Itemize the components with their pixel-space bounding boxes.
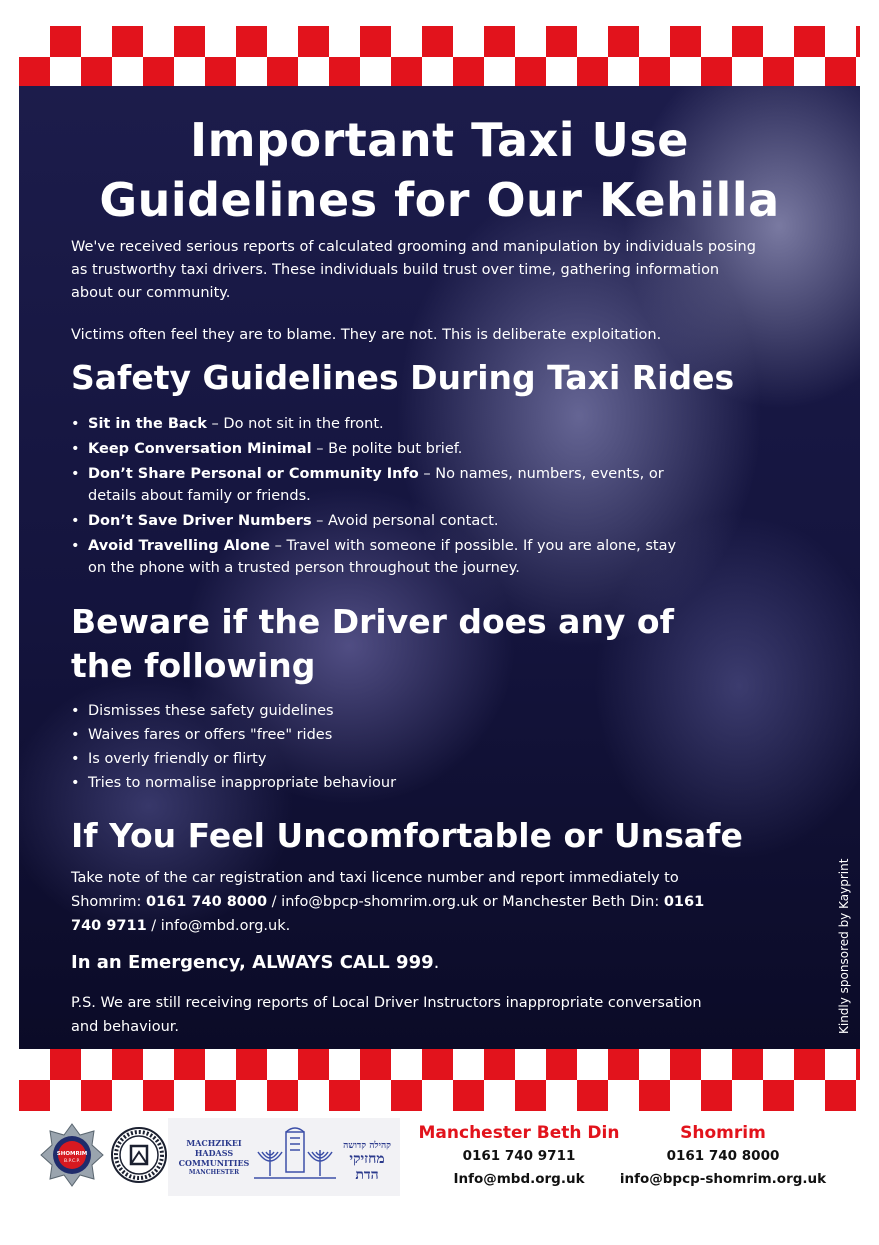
- shomrim-name: Shomrim: [680, 1123, 766, 1143]
- poster-panel: Important Taxi Use Guidelines for Our Kehilla We've received serious reports of calculated grooming and manipulation by individuals posing as trustworthy taxi drivers. These individuals build trust over time, gathering information about our community. Victims often feel they are to blame. They are not. This is deliberate exploitation. Safety Guidelines During Taxi Rides • Sit in the Back – Do not sit in the front. • Keep Conversation Minimal – Be polite but brief. • Don’t Share Personal or Community Info – No names, numbers, events, or details about family or friends. • Don’t Save Driver Numbers – Avoid personal contact. • Avoid Travelling Alone – Travel with someone if possible. If you are alone, stay on the phone with a trusted person throughout the journey. Beware if the Driver does any of the following • Dismisses these safety guidelines • Waives fares or offers "free" rides • Is overly friendly or flirty • Tries to normalise inappropriate behaviour If You Feel Uncomfortable or Unsafe Take note of the car registration and taxi licence number and report immediately to Shomrim: 0161 740 8000 / info@bpcp-shomrim.org.uk or Manchester Beth Din: 0161 740 9711 / info@mbd.org.uk. In an Emergency, ALWAYS CALL 999. P.S. We are still receiving reports of Local Driver Instructors inappropriate conversation and behaviour. Kindly sponsored by Kayprint: [19, 86, 860, 1051]
- beth-din-name: Manchester Beth Din: [418, 1123, 620, 1143]
- shomrim-email: info@bpcp-shomrim.org.uk: [619, 1171, 827, 1187]
- beth-din-contact: [408, 1121, 630, 1191]
- shomrim-phone: 0161 740 8000: [666, 1148, 780, 1164]
- list-item: • Dismisses these safety guidelines: [71, 700, 671, 722]
- svg-text:B.P.C.P.: B.P.C.P.: [64, 1159, 80, 1164]
- report-instructions: Take note of the car registration and taxi licence number and report immediately to Shomrim: 0161 740 8000 / info@bpcp-shomrim.org.uk or Manchester Beth Din: 0161 740 9711 / info@mbd.org.uk.: [71, 870, 705, 934]
- beware-list: [71, 700, 671, 796]
- list-item: • Avoid Travelling Alone – Travel with someone if possible. If you are alone, stay on the phone with a trusted person throughout the journey.: [71, 535, 691, 579]
- svg-text:SHOMRIM: SHOMRIM: [56, 1151, 88, 1157]
- victims-paragraph: Victims often feel they are to blame. They are not. This is deliberate exploitation.: [71, 327, 662, 343]
- list-item: • Tries to normalise inappropriate behaviour: [71, 772, 671, 794]
- shomrim-contact: [616, 1121, 830, 1191]
- beth-din-phone: 0161 740 9711: [462, 1148, 576, 1164]
- safety-list: [71, 413, 691, 582]
- checkered-border-bottom: [19, 1049, 860, 1111]
- list-item: • Don’t Share Personal or Community Info – No names, numbers, events, or details about family or friends.: [71, 463, 691, 507]
- safety-heading: Safety Guidelines During Taxi Rides: [71, 358, 735, 397]
- shomrim-phone-text: 0161 740 8000: [146, 894, 268, 910]
- list-item: • Don’t Save Driver Numbers – Avoid personal contact.: [71, 510, 691, 532]
- list-item: • Is overly friendly or flirty: [71, 748, 671, 770]
- emergency-line: In an Emergency, ALWAYS CALL 999.: [71, 952, 440, 973]
- mbd-phone-text: 0161 740 9711: [71, 894, 705, 934]
- ps-note: P.S. We are still receiving reports of Local Driver Instructors inappropriate conversation and behaviour.: [71, 995, 702, 1035]
- list-item: • Sit in the Back – Do not sit in the front.: [71, 413, 691, 435]
- list-item: • Keep Conversation Minimal – Be polite but brief.: [71, 438, 691, 460]
- beware-heading: Beware if the Driver does any of the following: [71, 602, 674, 685]
- shomrim-badge-logo: [40, 1123, 104, 1187]
- unsafe-heading: If You Feel Uncomfortable or Unsafe: [71, 816, 743, 855]
- menorah-ark-icon: [252, 1124, 338, 1190]
- poster-title: [19, 110, 860, 230]
- intro-paragraph: We've received serious reports of calculated grooming and manipulation by individuals posing as trustworthy taxi drivers. These individuals build trust over time, gathering information about our community.: [71, 239, 756, 301]
- list-item: • Waives fares or offers "free" rides: [71, 724, 671, 746]
- title-line-2: Guidelines for Our Kehilla: [99, 173, 780, 227]
- title-line-1: Important Taxi Use: [190, 113, 689, 167]
- beth-din-seal-logo: [110, 1126, 168, 1184]
- checkered-border-top: [19, 26, 860, 88]
- beth-din-email: Info@mbd.org.uk: [453, 1171, 585, 1187]
- machzikei-hadass-logo: MACHZIKEI HADASS COMMUNITIES MANCHESTER קהילה קדושה מחזיקי הדת: [168, 1118, 400, 1196]
